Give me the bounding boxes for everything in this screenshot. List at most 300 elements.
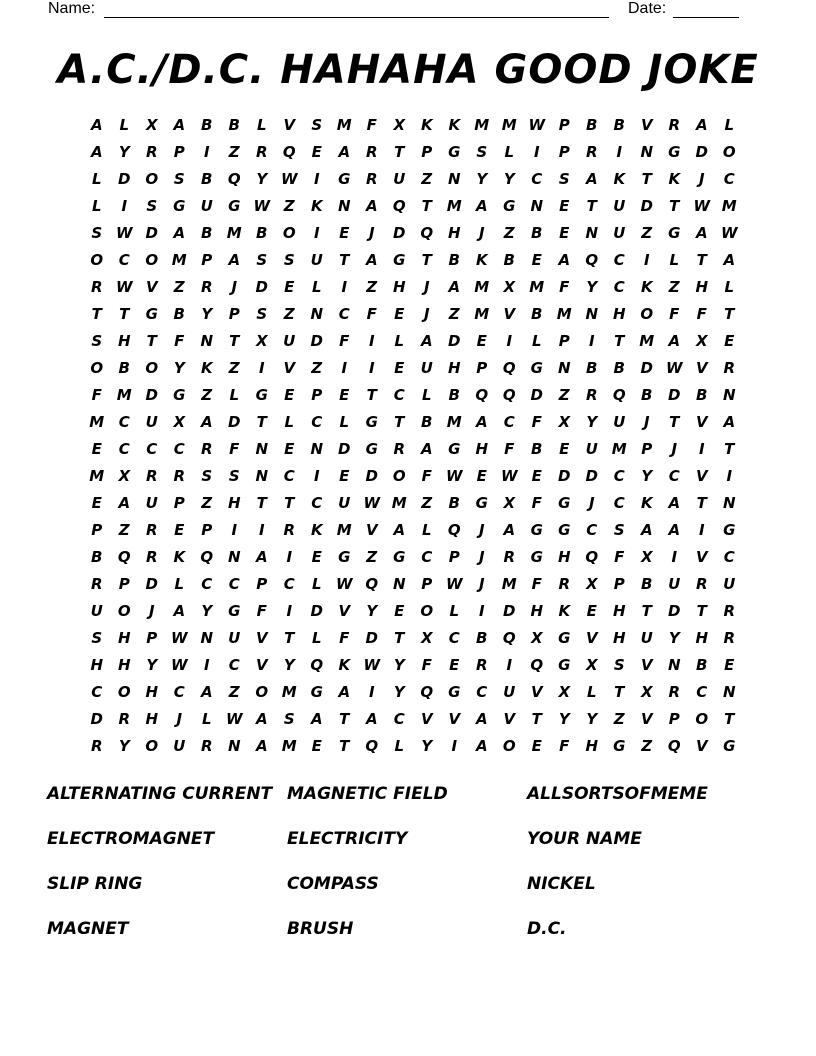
grid-letter: I [368, 683, 375, 701]
grid-letter: L [669, 251, 680, 269]
grid-letter: T [614, 683, 625, 701]
grid-letter: P [641, 440, 653, 458]
grid-letter: E [394, 305, 405, 323]
grid-letter: Y [201, 305, 213, 323]
grid-letter: N [337, 197, 351, 215]
header [0, 0, 816, 22]
grid-letter: G [668, 224, 681, 242]
grid-letter: C [393, 386, 405, 404]
grid-letter: U [585, 440, 598, 458]
grid-letter: M [171, 251, 187, 269]
grid-letter: A [695, 224, 708, 242]
grid-letter: F [696, 305, 707, 323]
grid-letter: Z [201, 494, 213, 512]
grid-letter: I [616, 143, 623, 161]
grid-letter: Q [447, 521, 461, 539]
grid-letter: G [448, 683, 461, 701]
grid-letter: C [283, 575, 295, 593]
grid-letter: G [530, 359, 543, 377]
grid-letter: N [200, 332, 214, 350]
grid-letter: M [474, 278, 490, 296]
grid-letter: G [448, 143, 461, 161]
grid-letter: G [723, 737, 736, 755]
grid-letter: I [588, 332, 595, 350]
date-blank [673, 17, 739, 18]
grid-letter: Z [503, 224, 515, 242]
grid-letter: I [451, 737, 458, 755]
grid-letter: P [448, 548, 460, 566]
grid-letter: H [530, 602, 544, 620]
grid-letter: Z [283, 305, 295, 323]
grid-letter: V [640, 656, 653, 674]
grid-letter: W [170, 656, 188, 674]
grid-letter: D [338, 440, 351, 458]
grid-letter: P [118, 575, 130, 593]
grid-letter: A [668, 494, 681, 512]
grid-letter: A [640, 521, 653, 539]
grid-letter: A [173, 116, 186, 134]
grid-letter: R [503, 548, 516, 566]
grid-letter: L [449, 602, 460, 620]
grid-letter: L [586, 683, 597, 701]
grid-letter: C [503, 413, 515, 431]
grid-letter: J [423, 305, 430, 323]
grid-letter: O [145, 251, 159, 269]
grid-letter: A [503, 521, 516, 539]
grid-letter: N [557, 359, 571, 377]
grid-letter: Z [366, 278, 378, 296]
grid-letter: I [341, 278, 348, 296]
grid-letter: C [613, 467, 625, 485]
grid-letter: G [530, 521, 543, 539]
grid-letter: T [696, 251, 707, 269]
grid-letter: G [558, 656, 571, 674]
grid-letter: B [613, 359, 625, 377]
grid-letter: M [281, 737, 297, 755]
grid-letter: G [448, 440, 461, 458]
grid-letter: C [696, 683, 708, 701]
grid-letter: T [669, 413, 680, 431]
grid-letter: R [145, 521, 158, 539]
grid-letter: Q [667, 737, 681, 755]
grid-letter: J [478, 521, 485, 539]
grid-letter: W [225, 710, 243, 728]
grid-letter: P [558, 143, 570, 161]
grid-letter: A [475, 737, 488, 755]
grid-letter: W [528, 116, 546, 134]
grid-letter: H [612, 305, 626, 323]
grid-letter: D [393, 224, 406, 242]
grid-letter: Z [201, 386, 213, 404]
grid-letter: R [585, 143, 598, 161]
grid-letter: V [503, 710, 516, 728]
grid-letter: P [311, 386, 323, 404]
grid-letter: O [145, 737, 159, 755]
grid-letter: T [586, 197, 597, 215]
grid-letter: R [145, 467, 158, 485]
grid-letter: B [173, 305, 185, 323]
grid-letter: H [90, 656, 104, 674]
grid-letter: T [339, 737, 350, 755]
grid-letter: J [478, 548, 485, 566]
grid-letter: D [118, 170, 131, 188]
grid-letter: D [145, 224, 158, 242]
grid-letter: Q [585, 251, 599, 269]
grid-letter: T [696, 494, 707, 512]
grid-letter: T [724, 305, 735, 323]
grid-letter: E [339, 467, 350, 485]
grid-letter: F [504, 440, 515, 458]
grid-letter: C [393, 710, 405, 728]
grid-letter: L [724, 116, 735, 134]
grid-letter: D [558, 467, 571, 485]
grid-letter: P [613, 575, 625, 593]
grid-letter: E [394, 602, 405, 620]
grid-letter: Q [365, 575, 379, 593]
grid-letter: K [310, 521, 323, 539]
grid-letter: T [366, 386, 377, 404]
grid-letter: M [391, 494, 407, 512]
grid-letter: V [338, 602, 351, 620]
page-title: A.C./D.C. HAHAHA GOOD JOKE [57, 47, 759, 93]
grid-letter: T [394, 143, 405, 161]
grid-letter: Z [641, 737, 653, 755]
grid-letter: V [420, 710, 433, 728]
grid-letter: R [200, 440, 213, 458]
grid-letter: Z [283, 197, 295, 215]
grid-letter: I [698, 440, 705, 458]
grid-letter: A [475, 197, 488, 215]
grid-letter: O [640, 305, 654, 323]
grid-letter: V [530, 683, 543, 701]
grid-letter: S [283, 251, 295, 269]
grid-letter: H [585, 737, 599, 755]
grid-letter: S [558, 170, 570, 188]
grid-letter: O [502, 737, 516, 755]
grid-letter: H [117, 656, 131, 674]
grid-letter: C [723, 548, 735, 566]
grid-letter: D [640, 197, 653, 215]
grid-letter: Y [586, 413, 598, 431]
date-label: Date: [628, 0, 667, 17]
grid-letter: W [693, 197, 711, 215]
grid-letter: L [421, 386, 432, 404]
grid-letter: C [91, 683, 103, 701]
grid-letter: Z [228, 359, 240, 377]
grid-letter: V [695, 359, 708, 377]
grid-letter: N [722, 386, 736, 404]
grid-letter: R [145, 143, 158, 161]
grid-letter: Z [421, 494, 433, 512]
grid-letter: F [256, 602, 267, 620]
grid-letter: E [284, 386, 295, 404]
grid-letter: Z [173, 278, 185, 296]
grid-letter: D [228, 413, 241, 431]
grid-letter: H [227, 494, 241, 512]
grid-letter: U [145, 494, 158, 512]
grid-letter: X [640, 683, 653, 701]
grid-letter: V [255, 656, 268, 674]
grid-letter: A [365, 710, 378, 728]
grid-letter: R [283, 521, 296, 539]
grid-letter: R [668, 116, 681, 134]
grid-letter: G [668, 143, 681, 161]
grid-letter: O [722, 143, 736, 161]
grid-letter: Y [283, 656, 295, 674]
grid-letter: H [117, 332, 131, 350]
grid-letter: X [118, 467, 131, 485]
grid-letter: N [310, 440, 324, 458]
grid-letter: U [310, 251, 323, 269]
grid-letter: Y [586, 278, 598, 296]
grid-letter: V [145, 278, 158, 296]
grid-letter: V [255, 629, 268, 647]
grid-letter: S [256, 305, 268, 323]
grid-letter: Q [117, 548, 131, 566]
grid-letter: A [365, 251, 378, 269]
grid-letter: E [339, 224, 350, 242]
grid-letter: U [145, 413, 158, 431]
grid-letter: N [255, 440, 269, 458]
grid-letter: D [668, 602, 681, 620]
grid-letter: S [613, 656, 625, 674]
grid-letter: Q [420, 683, 434, 701]
grid-letter: Z [118, 521, 130, 539]
grid-letter: F [421, 467, 432, 485]
grid-letter: Z [228, 683, 240, 701]
grid-letter: R [723, 602, 736, 620]
grid-letter: I [313, 224, 320, 242]
grid-letter: B [228, 116, 240, 134]
grid-letter: Y [421, 737, 433, 755]
grid-letter: W [253, 197, 271, 215]
grid-letter: X [503, 278, 516, 296]
grid-letter: Q [502, 629, 516, 647]
grid-letter: G [393, 548, 406, 566]
grid-letter: E [311, 143, 322, 161]
grid-letter: D [503, 602, 516, 620]
grid-letter: W [115, 278, 133, 296]
grid-letter: D [668, 386, 681, 404]
grid-letter: H [145, 683, 159, 701]
grid-letter: C [448, 629, 460, 647]
grid-letter: U [420, 359, 433, 377]
grid-letter: C [531, 170, 543, 188]
grid-letter: L [531, 332, 542, 350]
grid-letter: W [363, 494, 381, 512]
grid-letter: C [228, 656, 240, 674]
grid-letter: D [448, 332, 461, 350]
grid-letter: E [284, 440, 295, 458]
grid-letter: W [170, 629, 188, 647]
grid-letter: T [146, 332, 157, 350]
grid-letter: Y [173, 359, 185, 377]
grid-letter: X [695, 332, 708, 350]
grid-letter: K [613, 170, 626, 188]
grid-letter: L [311, 575, 322, 593]
grid-letter: Q [310, 656, 324, 674]
grid-letter: Y [146, 656, 158, 674]
grid-letter: U [613, 413, 626, 431]
word-bank-item: SLIP RING [47, 874, 143, 894]
grid-letter: T [641, 602, 652, 620]
grid-letter: A [338, 683, 351, 701]
grid-letter: C [613, 278, 625, 296]
grid-letter: S [91, 629, 103, 647]
grid-letter: H [117, 629, 131, 647]
grid-letter: O [392, 467, 406, 485]
grid-letter: H [612, 602, 626, 620]
grid-letter: A [200, 683, 213, 701]
grid-letter: I [341, 359, 348, 377]
grid-letter: I [643, 251, 650, 269]
grid-letter: I [313, 170, 320, 188]
grid-letter: A [695, 116, 708, 134]
grid-letter: P [201, 251, 213, 269]
grid-letter: L [504, 143, 515, 161]
word-bank-item: ELECTROMAGNET [47, 829, 215, 849]
grid-letter: A [310, 710, 323, 728]
grid-letter: T [724, 440, 735, 458]
grid-letter: Y [393, 656, 405, 674]
grid-letter: A [90, 143, 103, 161]
grid-letter: Y [118, 143, 130, 161]
grid-letter: U [613, 224, 626, 242]
grid-letter: K [173, 548, 186, 566]
name-blank [104, 17, 609, 18]
grid-letter: G [365, 440, 378, 458]
grid-letter: G [365, 413, 378, 431]
grid-letter: Y [476, 170, 488, 188]
word-search-grid [83, 112, 743, 760]
grid-letter: R [365, 143, 378, 161]
grid-letter: G [173, 197, 186, 215]
grid-letter: H [447, 224, 461, 242]
grid-letter: Y [201, 602, 213, 620]
grid-letter: K [420, 116, 433, 134]
grid-letter: F [91, 386, 102, 404]
grid-letter: R [90, 575, 103, 593]
grid-letter: M [474, 305, 490, 323]
grid-letter: N [585, 224, 599, 242]
word-bank-item: YOUR NAME [527, 829, 642, 849]
grid-letter: P [173, 494, 185, 512]
grid-letter: B [613, 116, 625, 134]
grid-letter: C [283, 467, 295, 485]
grid-letter: R [723, 629, 736, 647]
grid-letter: D [310, 332, 323, 350]
grid-letter: F [559, 278, 570, 296]
grid-letter: I [368, 332, 375, 350]
grid-letter: H [695, 278, 709, 296]
grid-letter: J [588, 494, 595, 512]
word-bank-item: NICKEL [527, 874, 596, 894]
grid-letter: G [228, 602, 241, 620]
grid-letter: X [173, 413, 186, 431]
grid-letter: I [478, 602, 485, 620]
grid-letter: G [310, 683, 323, 701]
grid-letter: B [421, 413, 433, 431]
grid-letter: W [445, 467, 463, 485]
grid-letter: K [640, 494, 653, 512]
grid-letter: S [613, 521, 625, 539]
grid-letter: B [641, 575, 653, 593]
grid-letter: V [695, 413, 708, 431]
grid-letter: P [476, 359, 488, 377]
grid-letter: L [256, 116, 267, 134]
grid-letter: D [145, 575, 158, 593]
grid-letter: E [559, 440, 570, 458]
grid-letter: N [227, 548, 241, 566]
word-bank-item: ELECTRICITY [287, 829, 408, 849]
word-bank-item: BRUSH [287, 919, 354, 939]
grid-letter: V [365, 521, 378, 539]
grid-letter: E [476, 332, 487, 350]
grid-letter: D [695, 143, 708, 161]
grid-letter: B [641, 386, 653, 404]
grid-letter: L [119, 116, 130, 134]
grid-letter: S [146, 197, 158, 215]
grid-letter: P [558, 116, 570, 134]
grid-letter: G [613, 737, 626, 755]
grid-letter: X [145, 116, 158, 134]
grid-letter: M [721, 197, 737, 215]
grid-letter: S [201, 467, 213, 485]
grid-letter: T [119, 305, 130, 323]
grid-letter: L [284, 413, 295, 431]
grid-letter: V [585, 629, 598, 647]
grid-letter: G [338, 170, 351, 188]
grid-letter: T [91, 305, 102, 323]
grid-letter: K [448, 116, 461, 134]
grid-letter: A [90, 116, 103, 134]
grid-letter: E [559, 197, 570, 215]
grid-letter: I [698, 521, 705, 539]
grid-letter: T [284, 494, 295, 512]
grid-letter: U [613, 197, 626, 215]
grid-letter: Y [393, 683, 405, 701]
grid-letter: Y [586, 710, 598, 728]
grid-letter: I [726, 467, 733, 485]
grid-letter: M [336, 521, 352, 539]
grid-letter: D [365, 467, 378, 485]
grid-letter: Z [558, 386, 570, 404]
grid-letter: B [503, 251, 515, 269]
grid-letter: F [339, 629, 350, 647]
grid-letter: P [558, 332, 570, 350]
grid-letter: T [339, 710, 350, 728]
grid-letter: C [311, 494, 323, 512]
grid-letter: C [723, 170, 735, 188]
grid-letter: B [531, 305, 543, 323]
grid-letter: Q [502, 386, 516, 404]
grid-letter: L [339, 413, 350, 431]
grid-letter: U [503, 683, 516, 701]
grid-letter: M [474, 116, 490, 134]
grid-letter: M [89, 413, 105, 431]
grid-letter: Q [475, 386, 489, 404]
grid-letter: H [557, 548, 571, 566]
grid-letter: O [117, 602, 131, 620]
grid-letter: I [506, 332, 513, 350]
grid-letter: C [338, 305, 350, 323]
grid-letter: K [668, 170, 681, 188]
grid-letter: X [393, 116, 406, 134]
grid-letter: F [614, 548, 625, 566]
grid-letter: A [420, 332, 433, 350]
grid-letter: X [503, 494, 516, 512]
grid-letter: B [448, 251, 460, 269]
